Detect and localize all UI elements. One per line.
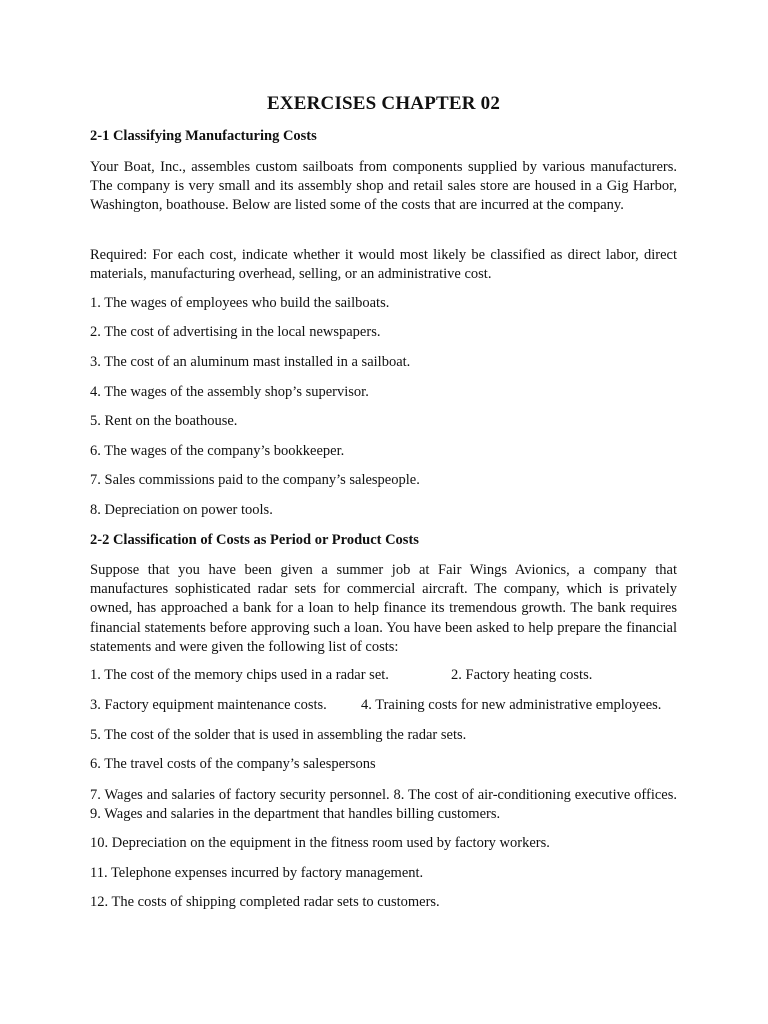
list-item: 11. Telephone expenses incurred by factory management. [90, 865, 424, 881]
list-item: 2. The cost of advertising in the local newspapers. [90, 324, 381, 340]
list-item: 8. Depreciation on power tools. [90, 502, 273, 518]
list-item: 1. The cost of the memory chips used in a radar set. [90, 667, 389, 683]
list-item: 5. The cost of the solder that is used in assembling the radar sets. [90, 727, 467, 743]
section-heading-2-2: 2-2 Classification of Costs as Period or Product Costs [90, 532, 419, 548]
list-item: 7. Sales commissions paid to the company’s salespeople. [90, 472, 420, 488]
list-item: 2. Factory heating costs. [451, 667, 593, 683]
list-item: 1. The wages of employees who build the sailboats. [90, 295, 390, 311]
page-title: EXERCISES CHAPTER 02 [266, 93, 501, 114]
section-heading-2-1: 2-1 Classifying Manufacturing Costs [90, 128, 317, 144]
list-item: 10. Depreciation on the equipment in the fitness room used by factory workers. [90, 835, 550, 851]
list-item: 6. The wages of the company’s bookkeeper. [90, 443, 345, 459]
list-item-row [90, 666, 677, 685]
list-item: 5. Rent on the boathouse. [90, 413, 238, 429]
list-item: 7. Wages and salaries of factory security personnel. 8. The cost of air-conditioning executive offices. 9. Wages and salaries in the department that handles billing customers. [90, 787, 677, 823]
list-item: 4. The wages of the assembly shop’s supervisor. [90, 384, 369, 400]
list-item: 3. Factory equipment maintenance costs. [90, 697, 327, 713]
list-item-row [90, 696, 677, 715]
list-item: 6. The travel costs of the company’s salespersons [90, 756, 376, 772]
section-2-1-required: Required: For each cost, indicate whether it would most likely be classified as direct labor, direct materials, manufacturing overhead, selling, or an administrative cost. [90, 247, 677, 283]
list-item: 4. Training costs for new administrative employees. [361, 697, 662, 713]
list-item: 3. The cost of an aluminum mast installed in a sailboat. [90, 354, 411, 370]
section-2-2-intro: Suppose that you have been given a summer job at Fair Wings Avionics, a company that manufactures sophisticated radar sets for commercial aircraft. The company, which is privately owned, has approached a bank for a loan to help finance its tremendous growth. The bank requires financial statements before approving such a loan. You have been asked to help prepare the financial statements and were given the following list of costs: [90, 562, 677, 655]
section-2-1-intro: Your Boat, Inc., assembles custom sailboats from components supplied by various manufacturers. The company is very small and its assembly shop and retail sales store are housed in a Gig Harbor, Washington, boathouse. Below are listed some of the costs that are incurred at the company. [90, 159, 677, 214]
list-item: 12. The costs of shipping completed radar sets to customers. [90, 894, 440, 910]
